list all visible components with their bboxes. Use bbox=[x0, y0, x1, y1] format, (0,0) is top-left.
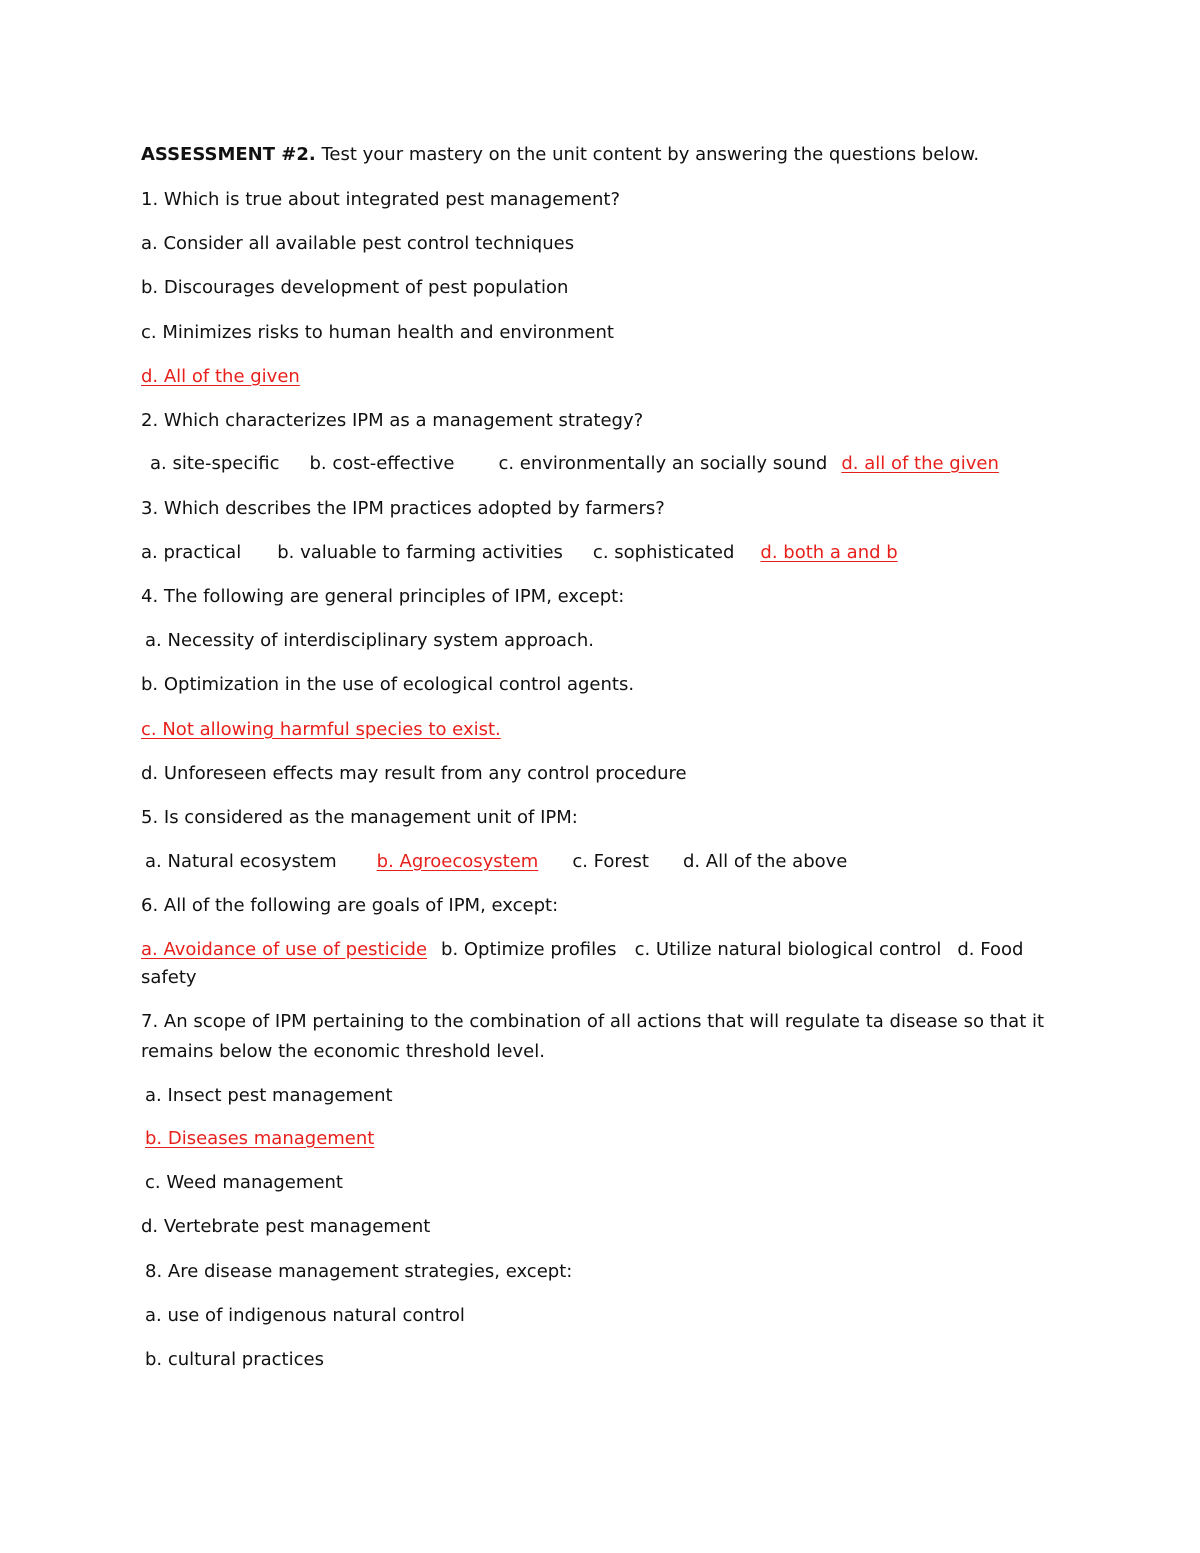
q3-option-c: c. sophisticated bbox=[592, 542, 735, 563]
q6-option-b: b. Optimize profiles bbox=[441, 939, 617, 960]
q4-option-d: d. Unforeseen effects may result from any control procedure bbox=[141, 763, 687, 784]
q6-option-a-answer: a. Avoidance of use of pesticide bbox=[141, 939, 428, 960]
q3-options bbox=[141, 542, 898, 564]
q6-option-c: c. Utilize natural biological control bbox=[634, 939, 942, 960]
question-8: 8. Are disease management strategies, except: bbox=[145, 1261, 573, 1282]
question-5: 5. Is considered as the management unit of IPM: bbox=[141, 807, 578, 828]
q5-option-c: c. Forest bbox=[572, 851, 649, 872]
assessment-title: ASSESSMENT #2. bbox=[141, 144, 316, 165]
q3-option-b: b. valuable to farming activities bbox=[277, 542, 563, 563]
q2-option-d-answer: d. all of the given bbox=[841, 453, 999, 474]
q7-option-c: c. Weed management bbox=[145, 1172, 343, 1193]
q5-options bbox=[145, 851, 847, 873]
q6-option-d-continued: safety bbox=[141, 967, 197, 988]
question-7-line-2: remains below the economic threshold level. bbox=[141, 1041, 545, 1062]
q7-option-d: d. Vertebrate pest management bbox=[141, 1216, 431, 1237]
assessment-instructions: Test your mastery on the unit content by answering the questions below. bbox=[315, 144, 980, 165]
q4-option-b: b. Optimization in the use of ecological control agents. bbox=[141, 674, 635, 695]
q2-option-b: b. cost-effective bbox=[309, 453, 455, 474]
question-6: 6. All of the following are goals of IPM, except: bbox=[141, 895, 559, 916]
q5-option-b-answer: b. Agroecosystem bbox=[376, 851, 539, 872]
question-7-line-1: 7. An scope of IPM pertaining to the combination of all actions that will regulate ta disease so that it bbox=[141, 1011, 1045, 1032]
q1-option-a: a. Consider all available pest control techniques bbox=[141, 233, 575, 254]
q1-option-d-answer: d. All of the given bbox=[141, 366, 300, 387]
q2-option-a: a. site-specific bbox=[150, 453, 280, 474]
q2-options bbox=[150, 453, 999, 475]
q6-option-d: d. Food bbox=[957, 939, 1024, 960]
q4-option-c-answer: c. Not allowing harmful species to exist. bbox=[141, 719, 501, 740]
q1-option-c: c. Minimizes risks to human health and environment bbox=[141, 322, 614, 343]
q3-option-a: a. practical bbox=[141, 542, 242, 563]
q5-option-d: d. All of the above bbox=[682, 851, 848, 872]
q7-option-b-answer: b. Diseases management bbox=[145, 1128, 375, 1149]
q2-option-c: c. environmentally an socially sound bbox=[498, 453, 828, 474]
q3-option-d-answer: d. both a and b bbox=[760, 542, 898, 563]
question-4: 4. The following are general principles of IPM, except: bbox=[141, 586, 625, 607]
q5-option-a: a. Natural ecosystem bbox=[145, 851, 337, 872]
assessment-header bbox=[141, 144, 979, 166]
q4-option-a: a. Necessity of interdisciplinary system approach. bbox=[145, 630, 594, 651]
q6-options bbox=[141, 939, 1023, 961]
q8-option-a: a. use of indigenous natural control bbox=[145, 1305, 465, 1326]
question-2: 2. Which characterizes IPM as a management strategy? bbox=[141, 410, 644, 431]
q8-option-b: b. cultural practices bbox=[145, 1349, 324, 1370]
q1-option-b: b. Discourages development of pest population bbox=[141, 277, 569, 298]
question-1: 1. Which is true about integrated pest management? bbox=[141, 189, 621, 210]
q7-option-a: a. Insect pest management bbox=[145, 1085, 393, 1106]
question-3: 3. Which describes the IPM practices adopted by farmers? bbox=[141, 498, 665, 519]
